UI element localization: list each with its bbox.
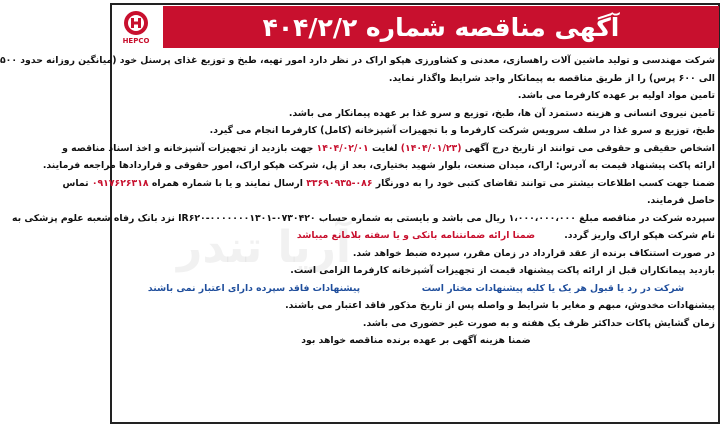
hepco-logo-icon: [123, 10, 149, 36]
text-segment: ارسال نمایند و یا با شماره همراه: [151, 177, 303, 189]
text-segment: لغایت: [371, 142, 398, 154]
footer-note: ضمنا هزینه آگهی بر عهده برنده مناقصه خواهد بود: [301, 335, 531, 346]
company-logo: [113, 6, 159, 48]
paragraph-line: در صورت استنکاف برنده از عقد قرارداد در زمان مقرر، سپرده ضبط خواهد شد.: [352, 247, 715, 259]
paragraph-line: [62, 175, 715, 193]
mobile-number: ۰۹۱۷۶۲۶۳۱۸: [91, 177, 149, 189]
deposit-note: پیشنهادات فاقد سپرده دارای اعتبار نمی باشند: [147, 282, 361, 294]
paragraph-line: سپرده شرکت در مناقصه مبلغ ۱،۰۰۰،۰۰۰،۰۰۰ ریال می باشد و بایستی به شماره حساب ۰۷۳۰۴۲۰-۰۰۰۰۰۰۰۱۳۰۱-IR۶۲۰ نزد بانک رفاه شعبه علوم پزشکی به: [12, 212, 715, 224]
fax-number: ۰۸۶-۳۳۶۹۰۹۳۵: [306, 177, 373, 189]
paragraph-line: [62, 140, 715, 158]
paragraph-line: زمان گشایش پاکات حداکثر ظرف یک هفته و به صورت غیر حضوری می باشد.: [362, 317, 715, 329]
paragraph-line: [117, 227, 715, 245]
watermark: آریا تندر: [177, 222, 352, 273]
text-segment: اشخاص حقیقی و حقوقی می توانند از تاریخ درج آگهی: [464, 142, 715, 154]
rights-note: شرکت در رد یا قبول هر یک یا کلیه پیشنهادات مختار است: [421, 282, 685, 294]
paragraph-line: الی ۶۰۰ پرس) را از طریق مناقصه به پیمانکار واجد شرایط واگذار نماید.: [388, 72, 715, 84]
paragraph-line: تامین نیروی انسانی و هزینه دستمزد آن ها، طبخ، توزیع و سرو غذا بر عهده پیمانکار می باشد.: [288, 107, 715, 119]
start-date: (۱۴۰۴/۰۱/۲۳): [400, 142, 462, 154]
paragraph-line: حاصل فرمایند.: [646, 195, 715, 206]
logo-text: HEPCO: [122, 36, 150, 45]
paragraph-line: طبخ، توزیع و سرو غذا در سلف سرویس شرکت کارفرما و با تجهیزات آشپزخانه (کامل) کارفرما انجام می گیرد.: [209, 125, 715, 136]
text-segment: تماس: [62, 177, 89, 189]
paragraph-line: تامین مواد اولیه بر عهده کارفرما می باشد.: [517, 90, 715, 101]
paragraph-line: پیشنهادات مخدوش، مبهم و مغایر با شرایط و واصله پس از تاریخ مذکور فاقد اعتبار می باشند.: [285, 300, 715, 311]
paragraph-line: [117, 280, 715, 298]
notice-title: آگهی مناقصه شماره ۴۰۴/۲/۲: [262, 12, 620, 42]
end-date: ۱۴۰۴/۰۲/۰۱: [316, 142, 369, 154]
guarantee-note: ضمنا ارائه ضمانتنامه بانکی و یا سفته بلامانع میباشد: [296, 230, 536, 241]
text-segment: نام شرکت هپکو اراک واریز گردد.: [564, 230, 715, 241]
notice-body: [0, 52, 715, 350]
paragraph-line: بازدید پیمانکاران قبل از ارائه پاکت پیشنهاد قیمت از تجهیزات آشپزخانه کارفرما الزامی است.: [290, 265, 715, 276]
text-segment: جهت بازدید از تجهیزات آشپزخانه و اخذ اسناد مناقصه و: [62, 142, 314, 154]
notice-header: [113, 6, 719, 48]
paragraph-line: ارائه پاکت پیشنهاد قیمت به آدرس: اراک، میدان صنعت، بلوار شهید بختیاری، بعد از پل، شرکت هپکو اراک، امور حقوقی و قراردادها مراجعه فرمایند.: [42, 160, 715, 171]
title-banner: [163, 6, 719, 48]
text-segment: ضمنا جهت کسب اطلاعات بیشتر می توانند تقاضای کتبی خود را به دورنگار: [375, 177, 715, 189]
paragraph-line: شرکت مهندسی و تولید ماشین آلات راهسازی، معدنی و کشاورزی هپکو اراک در نظر دارد امور تهیه، طبخ و توزیع غذای پرسنل خود (میانگین روزانه حدود ۵۰۰: [0, 55, 715, 66]
